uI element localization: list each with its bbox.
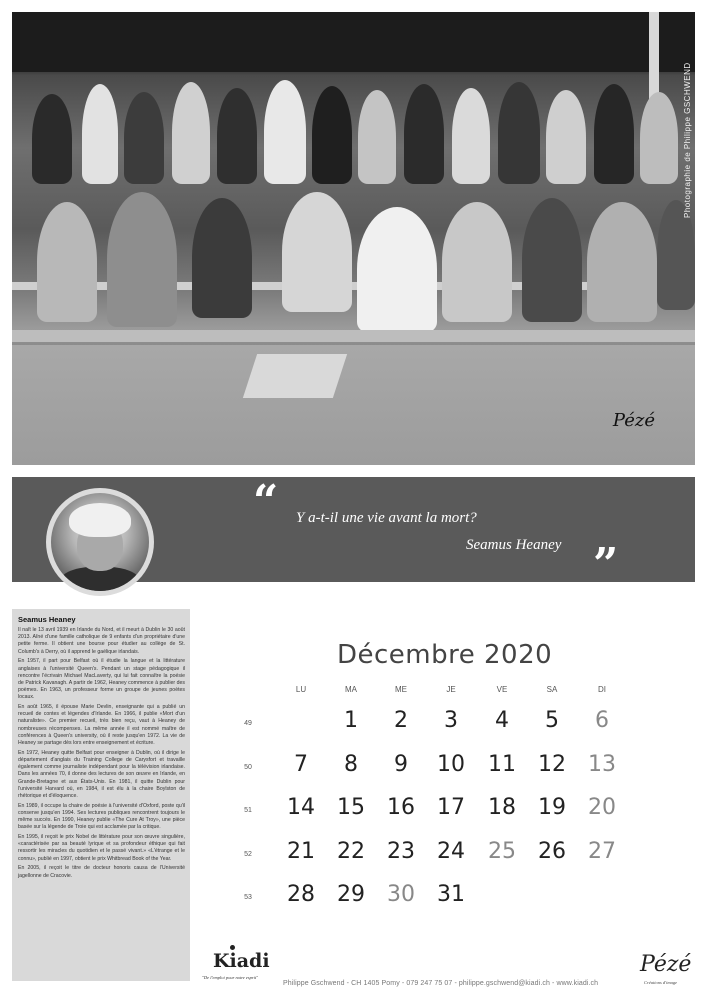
calendar-day: 21 — [287, 839, 315, 864]
calendar-day: 4 — [495, 708, 509, 733]
photo-crowd-standing — [12, 74, 695, 184]
calendar-day: 26 — [538, 839, 566, 864]
weekday-header: DI — [598, 685, 606, 694]
calendar-day: 15 — [337, 795, 365, 820]
biography-title: Seamus Heaney — [18, 615, 76, 624]
calendar-day: 17 — [437, 795, 465, 820]
calendar-day: 16 — [387, 795, 415, 820]
weekday-header: VE — [496, 685, 508, 694]
calendar-day: 20 — [588, 795, 616, 820]
week-number: 50 — [244, 764, 252, 771]
biography-paragraph: En 1957, il part pour Belfast où il étudie la langue et la littérature anglaises à l'université Queen's. Pendant un stage pédagogique il rencontre l'écrivain Michael MacLaverty, qui lui fait connaître la poésie de Patrick Kavanagh. A partir de 1962, Heaney commence à publier des poèmes. En 1963, un professeur forme un groupe de jeunes poètes locaux. — [18, 658, 185, 701]
photo-credit: Photographie de Philippe GSCHWEND — [683, 62, 692, 218]
calendar-day: 28 — [287, 882, 315, 907]
author-portrait-image — [51, 493, 149, 591]
calendar-day: 1 — [344, 708, 358, 733]
cover-photo — [12, 12, 695, 465]
weekday-header: SA — [546, 685, 558, 694]
week-number: 49 — [244, 720, 252, 727]
biography-paragraph: En août 1965, il épouse Marie Devlin, enseignante qui a publié un recueil de contes et légendes d'Irlande. En 1966, il publie «Mort d'un naturaliste». Ce premier recueil, très bien reçu, vaut à Heaney de nombreuses récompenses. La même année il est nommé maître de conférences à Queen's university, où il reste jusqu'en 1972. La vie de Heaney se partage dès lors entre enseignement et écriture. — [18, 704, 185, 747]
photo-pizza-box — [243, 354, 347, 398]
quote-open-mark: “ — [253, 476, 279, 527]
calendar-month-title: Décembre 2020 — [337, 640, 553, 670]
photo-crowd-seated — [12, 172, 695, 332]
calendar-day: 12 — [538, 752, 566, 777]
calendar-day: 25 — [488, 839, 516, 864]
week-number: 51 — [244, 807, 252, 814]
calendar-day: 6 — [595, 708, 609, 733]
weekday-header: JE — [446, 685, 456, 694]
week-number: 52 — [244, 851, 252, 858]
biography-paragraph: En 1995, il reçoit le prix Nobel de littérature pour son œuvre singulière, «caractérisée par sa beauté lyrique et sa profondeur éthique qui fait ressortir les miracles du quotidien et le passé vivant.» «L'étrange et le connu», publié en 1997, obtient le prix Whitbread Book of the Year. — [18, 833, 185, 862]
calendar-day: 10 — [437, 752, 465, 777]
calendar-day: 13 — [588, 752, 616, 777]
photo-signature: Pézé — [612, 410, 655, 431]
calendar-day: 7 — [294, 752, 308, 777]
calendar-day: 24 — [437, 839, 465, 864]
calendar-day: 29 — [337, 882, 365, 907]
calendar-day: 31 — [437, 882, 465, 907]
peze-brand: Pézé — [640, 952, 692, 977]
calendar-day: 23 — [387, 839, 415, 864]
photo-roof — [12, 12, 695, 72]
biography-panel — [12, 609, 190, 981]
kiadi-tagline: "De l'emploi pour notre esprit" — [202, 975, 259, 980]
quote-text: Y a-t-il une vie avant la mort? — [296, 510, 477, 526]
weekday-header: ME — [395, 685, 407, 694]
week-number: 53 — [244, 894, 252, 901]
biography-paragraph: Il naît le 13 avril 1939 en Irlande du Nord, et il meurt à Dublin le 30 août 2013. Aîné d'une famille catholique de 9 enfants d'un propriétaire d'une petite ferme. Il obtient une bourse pour étudier au collège de St. Columb's à Derry, où il apprend le gaélique irlandais. — [18, 627, 185, 655]
biography-paragraph: En 1989, il occupe la chaire de poésie à l'université d'Oxford, poste qu'il conserve jusqu'en 1994. Ses lectures publiques rencontrent toujours le même succès. En 1990, Heaney publie «The Cure At Troy», une pièce basée sur la légende de Troie qui est acclamée par la critique. — [18, 802, 185, 831]
weekday-header: LU — [295, 685, 307, 694]
calendar-day: 3 — [444, 708, 458, 733]
photo-ground — [12, 345, 695, 465]
author-portrait — [46, 488, 154, 596]
calendar-day: 22 — [337, 839, 365, 864]
peze-tagline: Créations d'image — [644, 980, 678, 985]
calendar-day: 14 — [287, 795, 315, 820]
calendar-day: 19 — [538, 795, 566, 820]
calendar-day: 9 — [394, 752, 408, 777]
quote-close-mark: ” — [593, 539, 619, 590]
footer-contact: Philippe Gschwend - CH 1405 Pomy - 079 247 75 07 - philippe.gschwend@kiadi.ch - www.kiadi.ch — [283, 980, 599, 987]
calendar-day: 30 — [387, 882, 415, 907]
calendar-day: 11 — [488, 752, 516, 777]
quote-author: Seamus Heaney — [466, 537, 562, 553]
calendar-day: 2 — [394, 708, 408, 733]
photo-step-lower — [12, 330, 695, 342]
kiadi-logo: Kiadi — [213, 950, 270, 972]
biography-paragraph: En 2005, il reçoit le titre de docteur honoris causa de l'Université jagellonne de Cracovie. — [18, 865, 185, 879]
biography-paragraph: En 1972, Heaney quitte Belfast pour enseigner à Dublin, où il dirige le département d'anglais du Training College de Carysfort et travaille également comme journaliste indépendant pour la télévision irlandaise. Dans les années 70, il donne des lectures de son œuvre en Irlande, en Grande-Bretagne et aux États-Unis. En 1981, il quitte Dublin pour l'université Harvard où, en 1984, il est élu à la chaire Boylston de rhétorique et d'éloquence. — [18, 749, 185, 799]
calendar-day: 18 — [488, 795, 516, 820]
calendar-day: 8 — [344, 752, 358, 777]
calendar-day: 5 — [545, 708, 559, 733]
weekday-header: MA — [345, 685, 357, 694]
calendar-day: 27 — [588, 839, 616, 864]
